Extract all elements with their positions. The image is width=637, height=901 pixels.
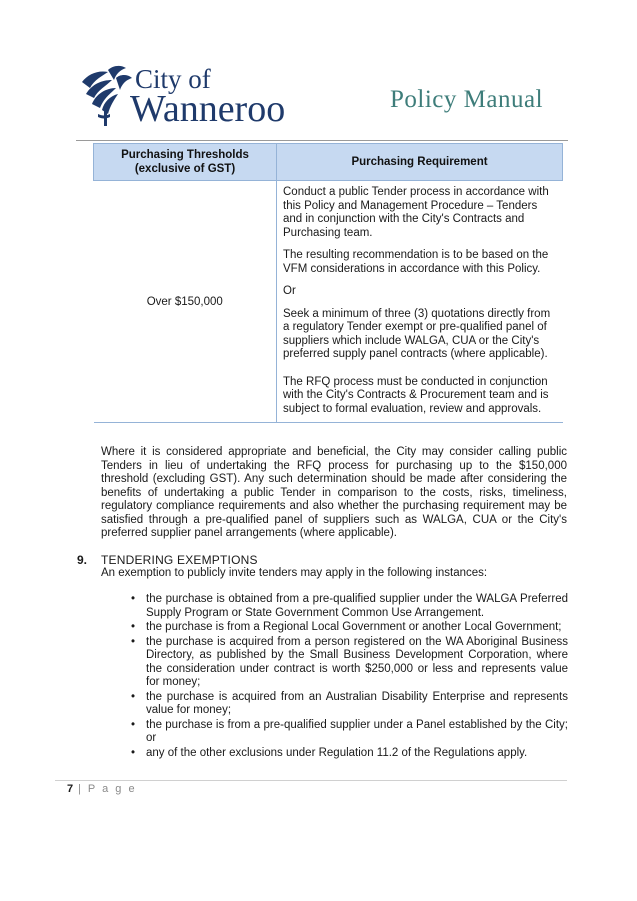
- bullet-icon: •: [131, 593, 136, 605]
- bullet-icon: •: [131, 635, 136, 648]
- banksia-icon: [78, 64, 134, 128]
- threshold-cell: Over $150,000: [94, 181, 277, 423]
- page-label: | P a g e: [78, 783, 137, 795]
- policy-manual-title: Policy Manual: [390, 86, 544, 113]
- purchasing-threshold-table: [93, 143, 563, 423]
- header-divider: [76, 140, 568, 141]
- list-item: • the purchase is acquired from a person registered on the WA Aboriginal Business Directory, as published by the Small Business Development Corporation, where the consideration under contract is worth $250,000 or less and represents value for money;: [131, 635, 568, 688]
- logo-text-city-of: City of: [135, 64, 211, 94]
- bullet-icon: •: [131, 746, 136, 759]
- section-intro: An exemption to publicly invite tenders may apply in the following instances:: [101, 567, 488, 579]
- exemption-list: [128, 593, 568, 761]
- list-item: • the purchase is from a pre-qualified supplier under a Panel established by the City; or: [131, 718, 568, 744]
- requirement-cell: [277, 181, 563, 423]
- requirement-text: The RFQ process must be conducted in conjunction with the City's Contracts & Procurement team and is subject to formal evaluation, review and approvals.: [283, 375, 549, 415]
- tender-consideration-paragraph: Where it is considered appropriate and beneficial, the City may consider calling public Tenders in lieu of undertaking the RFQ process for purchasing up to the $150,000 threshold (excluding GST). Any such determination should be made after considering the benefits of undertaking a public Tender in comparison to the costs, risks, timeliness, regulatory compliance requirements and also whether the purchasing requirement may be satisfied through a pre-qualified panel of suppliers such as WALGA, CUA or the City's preferred supplier panel arrangements (where applicable).: [101, 446, 567, 539]
- table-row: [94, 181, 563, 423]
- header-purchasing-requirement: Purchasing Requirement: [277, 144, 563, 181]
- bullet-icon: •: [131, 621, 136, 633]
- requirement-text: Seek a minimum of three (3) quotations directly from a regulatory Tender exempt or pre-qualified panel of suppliers which include WALGA, CUA or the City's preferred supply panel contracts (where applicable).: [283, 307, 551, 360]
- section-heading: TENDERING EXEMPTIONS: [101, 553, 258, 567]
- requirement-text: Or: [283, 285, 296, 297]
- list-item: • the purchase is from a Regional Local Government or another Local Government;: [131, 621, 562, 633]
- list-item: • the purchase is obtained from a pre-qualified supplier under the WALGA Preferred Supply Program or State Government Common Use Arrangement.: [131, 593, 568, 619]
- header-purchasing-thresholds: Purchasing Thresholds (exclusive of GST): [94, 144, 277, 181]
- bullet-icon: •: [131, 718, 136, 731]
- requirement-text: The resulting recommendation is to be based on the VFM considerations in accordance with this Policy.: [283, 249, 549, 275]
- list-item: • the purchase is acquired from an Australian Disability Enterprise and represents value for money;: [131, 690, 568, 716]
- bullet-icon: •: [131, 690, 136, 703]
- requirement-text: Conduct a public Tender process in accordance with this Policy and Management Procedure – Tenders and in conjunction with the City's Contracts and Purchasing team.: [283, 186, 549, 239]
- footer-divider: [55, 780, 567, 781]
- logo-text-wanneroo: Wanneroo: [130, 88, 286, 130]
- list-item: • any of the other exclusions under Regulation 11.2 of the Regulations apply.: [131, 746, 528, 759]
- section-number: 9.: [77, 553, 88, 567]
- city-logo: [78, 64, 298, 128]
- page-number: 7: [67, 783, 74, 795]
- table-header-row: [94, 144, 563, 181]
